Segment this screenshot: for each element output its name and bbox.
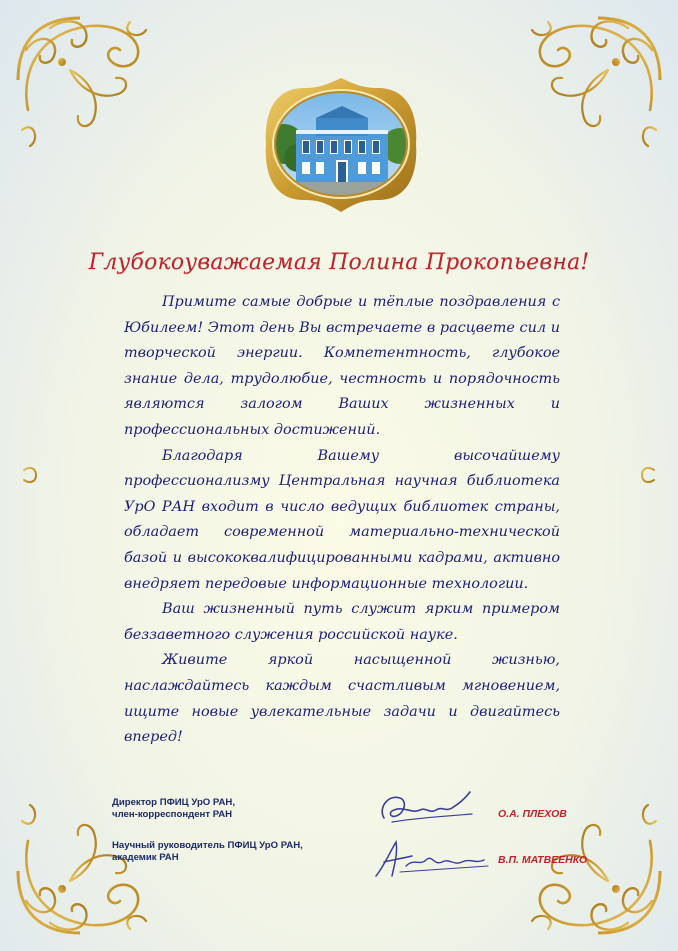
signatory-title-director xyxy=(112,797,235,821)
letter-body xyxy=(124,290,560,751)
letter-paragraph: Благодаря Вашему высочайшему профессионализму Центральная научная библиотека УрО РАН входит в число ведущих библиотек страны, обладает современной материально-технической базой и высококвалифицированными кадрами, активно внедряет передовые информационные технологии. xyxy=(124,447,560,592)
signatory-title-scientific-head xyxy=(112,840,303,864)
signatory-name: В.П. МАТВЕЕНКО xyxy=(498,854,588,866)
handwritten-signature xyxy=(370,836,490,882)
handwritten-signature xyxy=(376,788,476,832)
signatory-title-line: Директор ПФИЦ УрО РАН, xyxy=(112,797,236,808)
signatory-name: О.А. ПЛЕХОВ xyxy=(498,808,567,820)
signatory-title-line: академик РАН xyxy=(112,852,179,863)
letter-paragraph: Ваш жизненный путь служит ярким примером беззаветного служения российской науке. xyxy=(124,601,560,643)
signatory-title-line: член-корреспондент РАН xyxy=(112,809,233,820)
greeting-heading: Глубокоуважаемая Полина Прокопьевна! xyxy=(88,250,590,275)
letter-paragraph: Живите яркой насыщенной жизнью, наслаждайтесь каждым счастливым мгновением, ищите новые увлекательные задачи и двигайтесь вперед! xyxy=(124,652,560,746)
signatory-title-line: Научный руководитель ПФИЦ УрО РАН, xyxy=(112,840,303,851)
letter-paragraph: Примите самые добрые и тёплые поздравления с Юбилеем! Этот день Вы встречаете в расцвете сил и творческой энергии. Компетентность, глубокое знание дела, трудолюбие, честность и порядочность являются залогом Ваших жизненных и профессиональных достижений. xyxy=(124,294,560,438)
building-medallion xyxy=(258,74,424,214)
